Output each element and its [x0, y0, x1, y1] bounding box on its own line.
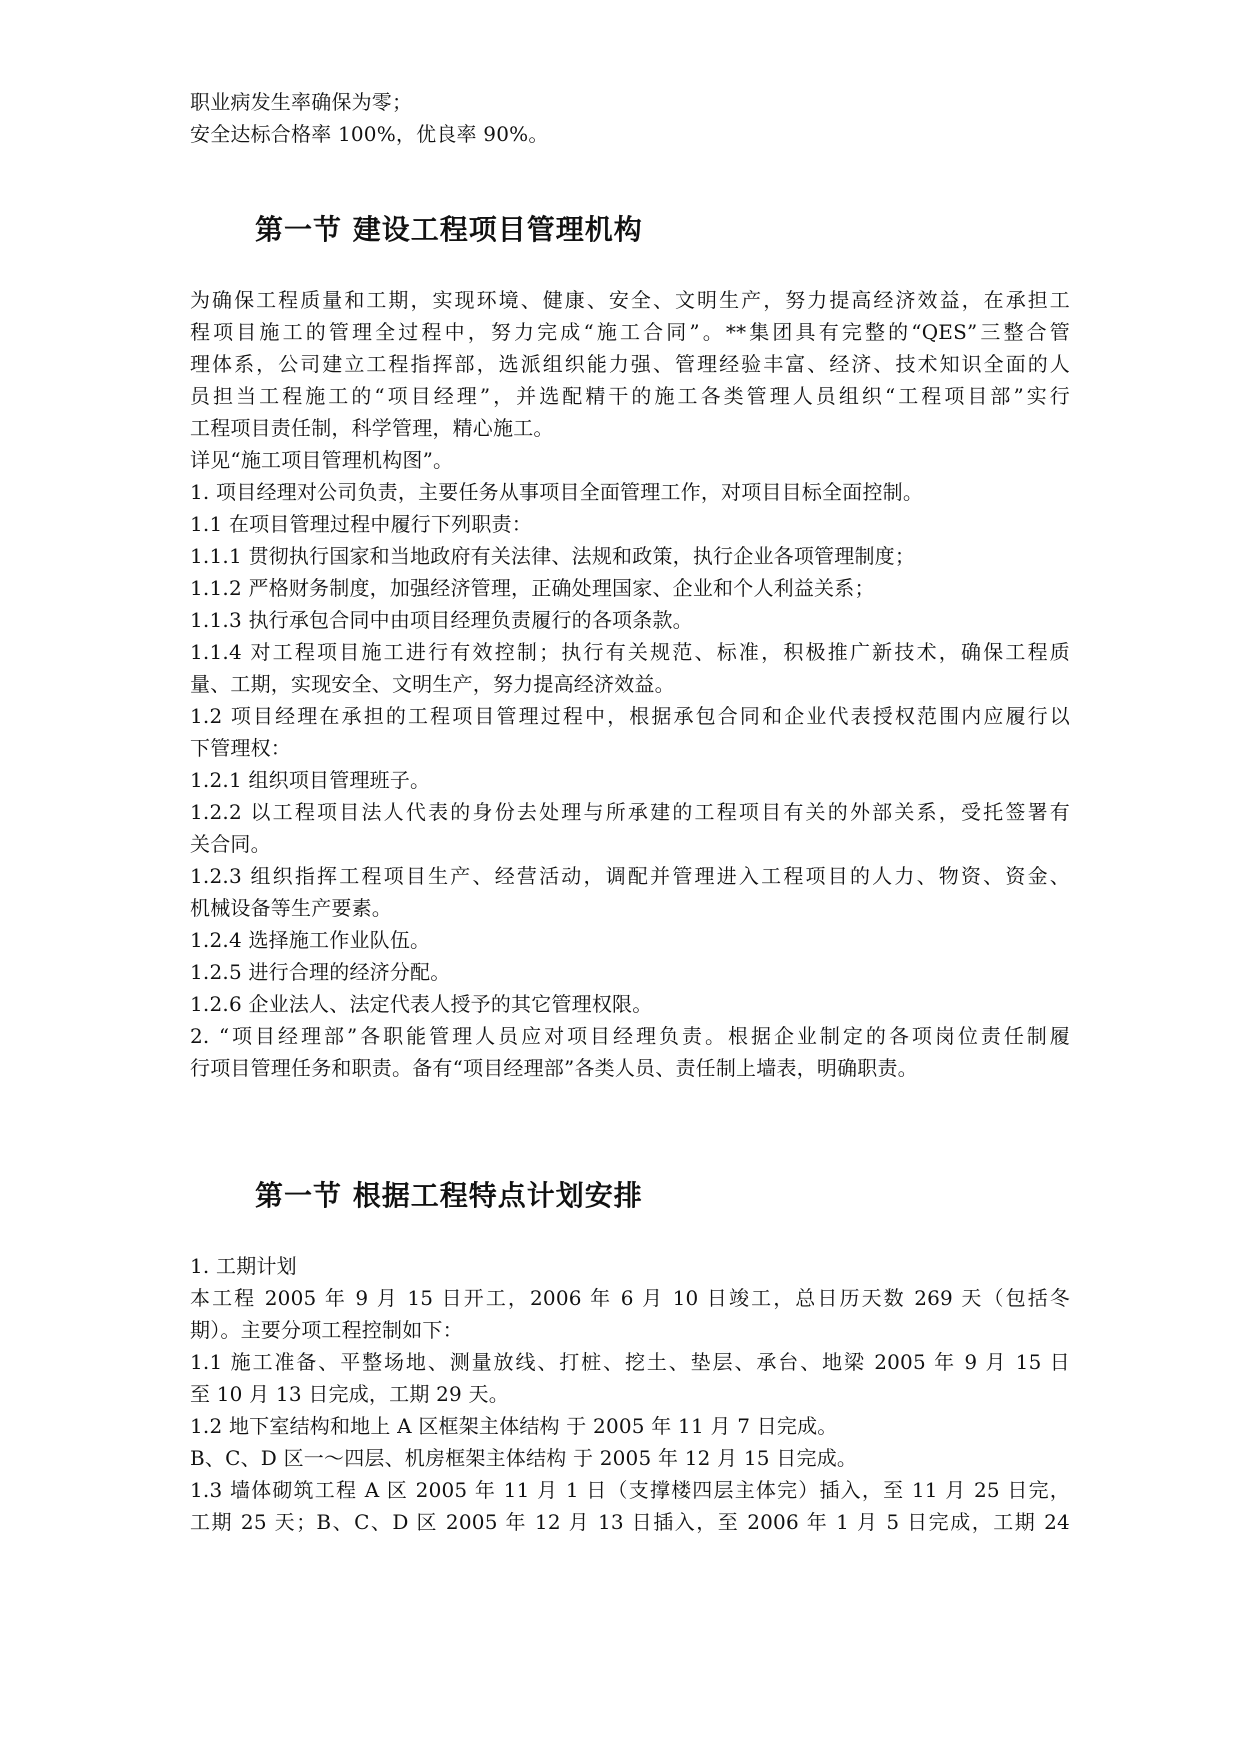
- list-item: 1.2 地下室结构和地上 A 区框架主体结构 于 2005 年 11 月 7 日完成。: [190, 1414, 838, 1438]
- list-item: 2. “项目经理部”各职能管理人员应对项目经理负责。根据企业制定的各项岗位责任制履: [190, 1024, 1070, 1048]
- list-item-continuation: 行项目管理任务和职责。备有“项目经理部”各类人员、责任制上墙表，明确职责。: [190, 1056, 918, 1080]
- list-item: 1.1.3 执行承包合同中由项目经理负责履行的各项条款。: [190, 608, 693, 632]
- paragraph-line: 详见“施工项目管理机构图”。: [190, 448, 454, 472]
- list-item: 1.2.3 组织指挥工程项目生产、经营活动，调配并管理进入工程项目的人力、物资、资金、: [190, 864, 1070, 888]
- list-item: 1.1 在项目管理过程中履行下列职责：: [190, 512, 532, 536]
- paragraph-line: 期）。主要分项工程控制如下：: [190, 1318, 463, 1342]
- list-item: 1.1.1 贯彻执行国家和当地政府有关法律、法规和政策，执行企业各项管理制度；: [190, 544, 916, 568]
- list-item: 1.2.4 选择施工作业队伍。: [190, 928, 431, 952]
- text-line: 职业病发生率确保为零；: [190, 90, 413, 114]
- list-item: 1. 工期计划: [190, 1254, 297, 1278]
- paragraph-line: 为确保工程质量和工期，实现环境、健康、安全、文明生产，努力提高经济效益，在承担工: [190, 288, 1070, 312]
- paragraph-line: 工程项目责任制，科学管理，精心施工。: [190, 416, 554, 440]
- list-item-continuation: 至 10 月 13 日完成，工期 29 天。: [190, 1382, 509, 1406]
- list-item: 1.2 项目经理在承担的工程项目管理过程中，根据承包合同和企业代表授权范围内应履行以: [190, 704, 1070, 728]
- list-item: 1.2.1 组织项目管理班子。: [190, 768, 431, 792]
- paragraph-line: 本工程 2005 年 9 月 15 日开工，2006 年 6 月 10 日竣工，总日历天数 269 天（包括冬: [190, 1286, 1070, 1310]
- list-item: 1.1.2 严格财务制度，加强经济管理，正确处理国家、企业和个人利益关系；: [190, 576, 875, 600]
- list-item: 1.2.6 企业法人、法定代表人授予的其它管理权限。: [190, 992, 653, 1016]
- paragraph-line: 理体系，公司建立工程指挥部，选派组织能力强、管理经验丰富、经济、技术知识全面的人: [190, 352, 1070, 376]
- list-item: 1.2.2 以工程项目法人代表的身份去处理与所承建的工程项目有关的外部关系，受托签署有: [190, 800, 1070, 824]
- list-item-continuation: 量、工期，实现安全、文明生产，努力提高经济效益。: [190, 672, 675, 696]
- list-item-continuation: 关合同。: [190, 832, 271, 856]
- list-item: 1.1.4 对工程项目施工进行有效控制；执行有关规范、标准，积极推广新技术，确保工程质: [190, 640, 1070, 664]
- list-item: 1. 项目经理对公司负责，主要任务从事项目全面管理工作，对项目目标全面控制。: [190, 480, 924, 504]
- section-heading: 第一节 建设工程项目管理机构: [255, 213, 643, 246]
- list-item-continuation: 机械设备等生产要素。: [190, 896, 392, 920]
- list-item-continuation: 下管理权：: [190, 736, 291, 760]
- paragraph-line: 程项目施工的管理全过程中，努力完成“施工合同”。**集团具有完整的“QES”三整合管: [190, 320, 1070, 344]
- section-heading: 第一节 根据工程特点计划安排: [255, 1179, 643, 1212]
- list-item: B、C、D 区一～四层、机房框架主体结构 于 2005 年 12 月 15 日完成。: [190, 1446, 858, 1470]
- paragraph-line: 员担当工程施工的“项目经理”，并选配精干的施工各类管理人员组织“工程项目部”实行: [190, 384, 1070, 408]
- list-item-continuation: 工期 25 天；B、C、D 区 2005 年 12 月 13 日插入，至 2006 年 1 月 5 日完成，工期 24: [190, 1510, 1070, 1534]
- list-item: 1.2.5 进行合理的经济分配。: [190, 960, 451, 984]
- text-line: 安全达标合格率 100%，优良率 90%。: [190, 122, 549, 146]
- list-item: 1.3 墙体砌筑工程 A 区 2005 年 11 月 1 日（支撑楼四层主体完）插入，至 11 月 25 日完，: [190, 1478, 1070, 1502]
- list-item: 1.1 施工准备、平整场地、测量放线、打桩、挖土、垫层、承台、地梁 2005 年 9 月 15 日: [190, 1350, 1070, 1374]
